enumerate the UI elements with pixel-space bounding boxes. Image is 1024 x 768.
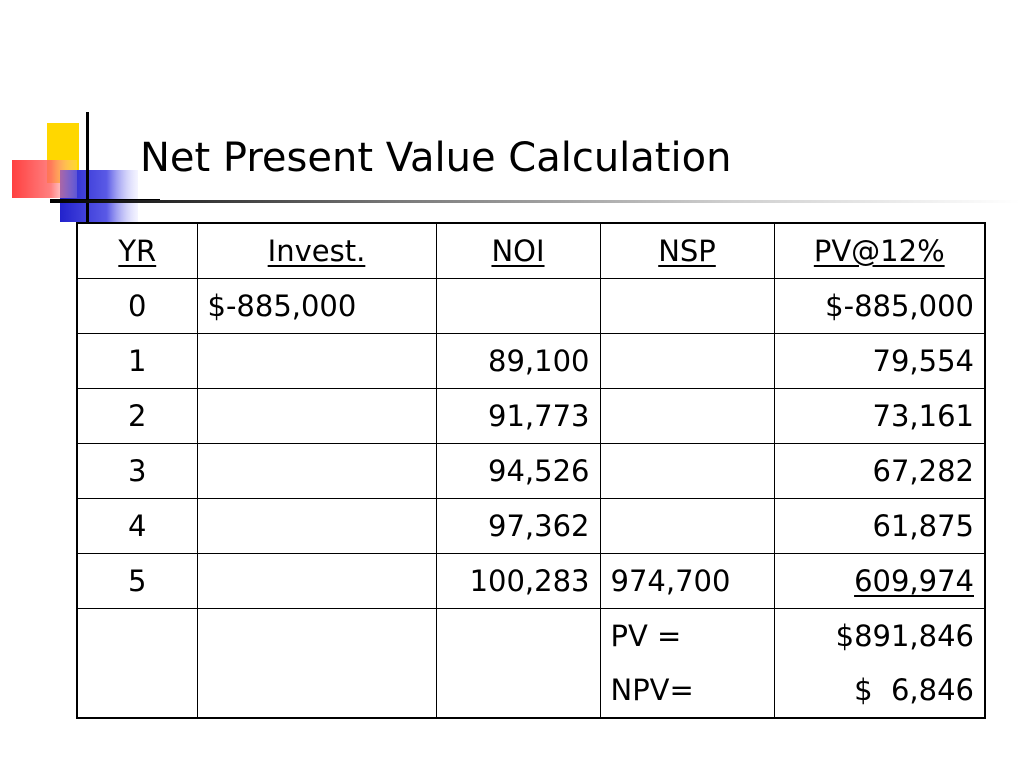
cell-nsp (600, 444, 774, 499)
slide-title: Net Present Value Calculation (140, 135, 732, 181)
cell-yr: 4 (77, 499, 197, 554)
cell-yr: 1 (77, 334, 197, 389)
cell-nsp (600, 389, 774, 444)
cell-yr: 0 (77, 279, 197, 334)
cell-yr: 3 (77, 444, 197, 499)
npv-value: $ 6,846 (854, 673, 974, 707)
decorative-logo (0, 0, 200, 240)
cell-pv: 73,161 (774, 389, 985, 444)
cell-nsp (600, 279, 774, 334)
header-pv: PV@12% (774, 223, 985, 279)
cell-yr: 2 (77, 389, 197, 444)
cell-invest (197, 334, 436, 389)
title-underline (50, 200, 1020, 203)
summary-labels (600, 609, 774, 719)
cell-pv: $-885,000 (774, 279, 985, 334)
cell-nsp: 974,700 (600, 554, 774, 609)
header-yr: YR (77, 223, 197, 279)
header-nsp: NSP (600, 223, 774, 279)
cell-pv: 79,554 (774, 334, 985, 389)
npv-table (76, 222, 986, 719)
table-row (77, 334, 985, 389)
cell-invest (197, 499, 436, 554)
header-noi: NOI (436, 223, 600, 279)
pv-value: $891,846 (835, 619, 974, 653)
table-row (77, 279, 985, 334)
cell-empty (436, 609, 600, 719)
cell-invest (197, 444, 436, 499)
table-row (77, 499, 985, 554)
header-invest: Invest. (197, 223, 436, 279)
pv-label: PV = (610, 619, 682, 653)
cell-noi (436, 279, 600, 334)
cell-pv: 61,875 (774, 499, 985, 554)
summary-row (77, 609, 985, 719)
table-row (77, 444, 985, 499)
table-row (77, 389, 985, 444)
cell-empty (197, 609, 436, 719)
cell-nsp (600, 499, 774, 554)
cell-invest (197, 554, 436, 609)
cell-invest (197, 389, 436, 444)
cell-pv: 609,974 (774, 554, 985, 609)
cell-noi: 100,283 (436, 554, 600, 609)
table-row (77, 554, 985, 609)
cell-noi: 97,362 (436, 499, 600, 554)
cell-nsp (600, 334, 774, 389)
red-bar (12, 160, 77, 198)
header-row (77, 223, 985, 279)
cell-noi: 91,773 (436, 389, 600, 444)
cell-invest: $-885,000 (197, 279, 436, 334)
cell-pv: 67,282 (774, 444, 985, 499)
cell-yr: 5 (77, 554, 197, 609)
npv-label: NPV= (610, 673, 694, 707)
cell-noi: 94,526 (436, 444, 600, 499)
vertical-line (86, 112, 89, 222)
summary-values (774, 609, 985, 719)
cell-noi: 89,100 (436, 334, 600, 389)
cell-empty (77, 609, 197, 719)
